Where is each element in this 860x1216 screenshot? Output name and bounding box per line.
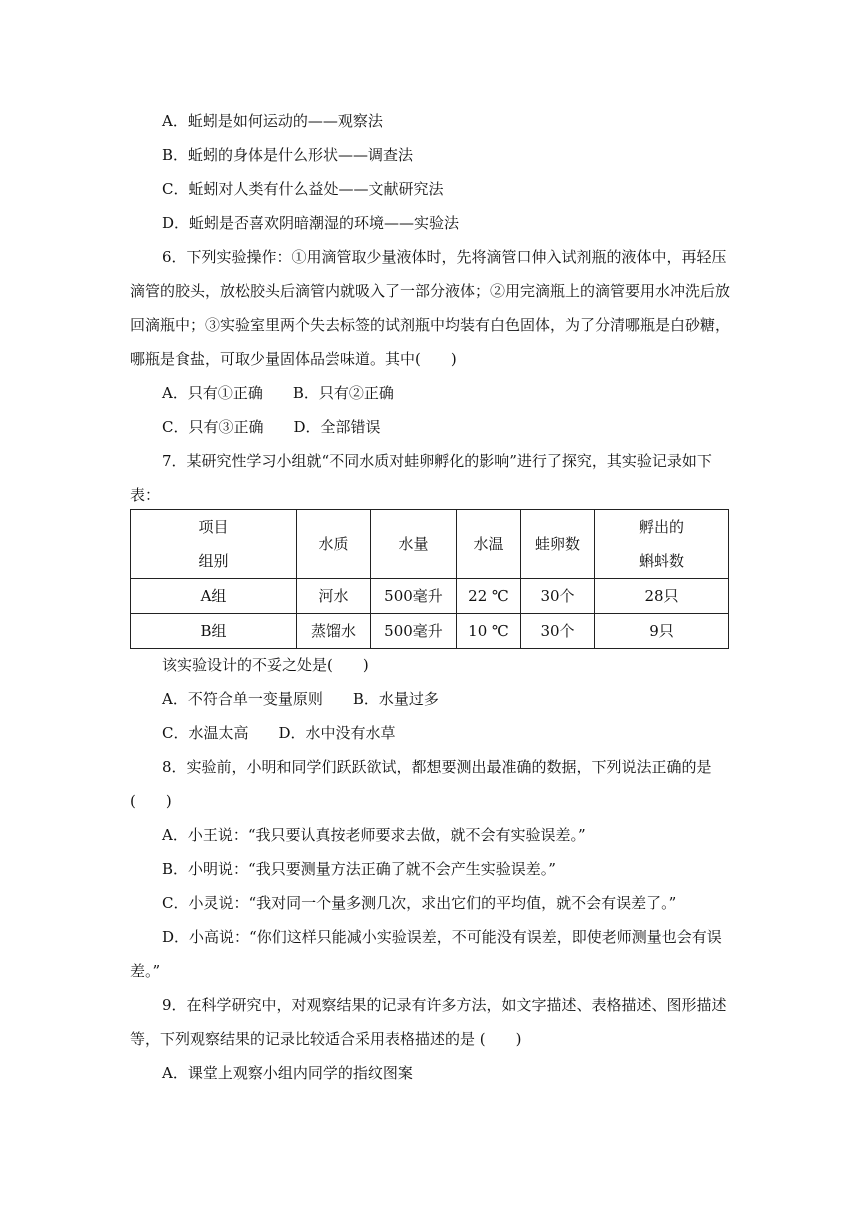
q8-option-d-line-1: D．小高说：“你们这样只能减小实验误差，不可能没有误差，即使老师测量也会有误 — [162, 928, 722, 946]
table-cell: 28只 — [595, 579, 729, 614]
q6-stem-line-4: 哪瓶是食盐，可取少量固体品尝味道。其中( ) — [130, 350, 457, 368]
table-cell: 30个 — [521, 614, 595, 649]
q9-stem-line-1: 9．在科学研究中，对观察结果的记录有许多方法，如文字描述、表格描述、图形描述 — [162, 996, 727, 1014]
header-egg-count: 蛙卵数 — [521, 510, 595, 579]
header-tadpole-count — [595, 510, 729, 579]
table-cell: 蒸馏水 — [297, 614, 371, 649]
header-tadpole-bottom: 蝌蚪数 — [638, 552, 684, 570]
table-cell: A组 — [131, 579, 297, 614]
q8-stem-line-2: ( ) — [130, 792, 172, 810]
table-cell: B组 — [131, 614, 297, 649]
table-cell: 22 ℃ — [457, 579, 521, 614]
q6-stem-line-2: 滴管的胶头，放松胶头后滴管内就吸入了一部分液体；②用完滴瓶上的滴管要用水冲洗后放 — [130, 282, 731, 300]
q5-option-c: C．蚯蚓对人类有什么益处——文献研究法 — [162, 180, 444, 198]
table-cell: 9只 — [595, 614, 729, 649]
header-tadpole-top: 孵出的 — [638, 518, 684, 536]
q7-stem-line-1: 7．某研究性学习小组就“不同水质对蛙卵孵化的影响”进行了探究，其实验记录如下 — [162, 452, 712, 470]
q7-options-ab: A．不符合单一变量原则 B．水量过多 — [162, 690, 439, 708]
q8-option-c: C．小灵说：“我对同一个量多测几次，求出它们的平均值，就不会有误差了。” — [162, 894, 677, 912]
header-item: 项目 — [198, 518, 229, 536]
table-row — [131, 579, 729, 614]
q6-stem-line-3: 回滴瓶中；③实验室里两个失去标签的试剂瓶中均装有白色固体，为了分清哪瓶是白砂糖， — [130, 316, 731, 334]
table-cell: 500毫升 — [371, 614, 457, 649]
q5-option-a: A．蚯蚓是如何运动的——观察法 — [162, 112, 383, 130]
header-water-temp: 水温 — [457, 510, 521, 579]
q8-stem-line-1: 8．实验前，小明和同学们跃跃欲试，都想要测出最准确的数据，下列说法正确的是 — [162, 758, 712, 776]
table-cell: 500毫升 — [371, 579, 457, 614]
q6-options-cd: C．只有③正确 D．全部错误 — [162, 418, 381, 436]
q7-after-table: 该实验设计的不妥之处是( ) — [162, 656, 369, 674]
q8-option-a: A．小王说：“我只要认真按老师要求去做，就不会有实验误差。” — [162, 826, 586, 844]
q5-option-d: D．蚯蚓是否喜欢阴暗潮湿的环境——实验法 — [162, 214, 460, 232]
q9-option-a: A．课堂上观察小组内同学的指纹图案 — [162, 1064, 413, 1082]
q8-option-b: B．小明说：“我只要测量方法正确了就不会产生实验误差。” — [162, 860, 556, 878]
header-group: 组别 — [198, 552, 229, 570]
q8-option-d-line-2: 差。” — [130, 962, 161, 980]
header-item-group — [131, 510, 297, 579]
header-water-volume: 水量 — [371, 510, 457, 579]
q9-stem-line-2: 等，下列观察结果的记录比较适合采用表格描述的是 ( ) — [130, 1030, 522, 1048]
table-cell: 30个 — [521, 579, 595, 614]
table-cell: 10 ℃ — [457, 614, 521, 649]
q7-stem-line-2: 表： — [130, 486, 161, 504]
experiment-table — [130, 509, 729, 649]
table-row — [131, 614, 729, 649]
q7-options-cd: C．水温太高 D．水中没有水草 — [162, 724, 396, 742]
table-header-row — [131, 510, 729, 579]
table-cell: 河水 — [297, 579, 371, 614]
q6-options-ab: A．只有①正确 B．只有②正确 — [162, 384, 394, 402]
q6-stem-line-1: 6．下列实验操作：①用滴管取少量液体时，先将滴管口伸入试剂瓶的液体中，再轻压 — [162, 248, 727, 266]
q5-option-b: B．蚯蚓的身体是什么形状——调查法 — [162, 146, 414, 164]
header-water-quality: 水质 — [297, 510, 371, 579]
